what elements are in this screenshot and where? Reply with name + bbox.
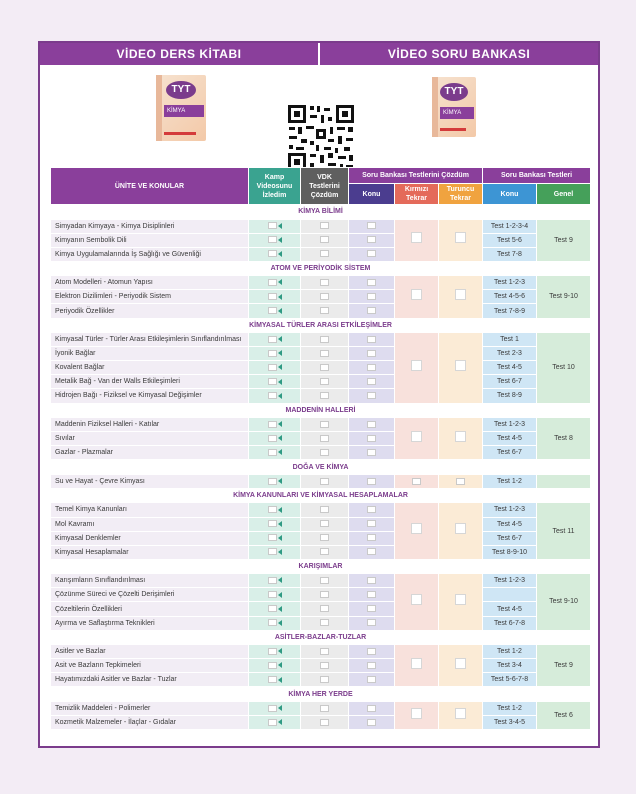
video-icon	[278, 251, 282, 257]
kamp-checkbox[interactable]	[268, 577, 277, 584]
topic-row	[51, 290, 591, 304]
video-icon	[278, 620, 282, 626]
kamp-checkbox[interactable]	[268, 279, 277, 286]
vdk-checkbox[interactable]	[320, 719, 329, 726]
video-icon	[278, 393, 282, 399]
konu-checkbox[interactable]	[367, 222, 376, 229]
genel-test-label: Test 6	[537, 701, 591, 729]
topic-label: İyonik Bağlar	[51, 347, 249, 361]
kirmizi-tekrar-checkbox[interactable]	[411, 289, 422, 300]
section-title: KİMYA BİLİMİ	[51, 205, 591, 220]
topic-row	[51, 701, 591, 715]
topic-row	[51, 389, 591, 403]
section-row	[51, 488, 591, 503]
vdk-checkbox[interactable]	[320, 520, 329, 527]
video-icon	[278, 677, 282, 683]
vdk-checkbox[interactable]	[320, 435, 329, 442]
topic-row	[51, 531, 591, 545]
kirmizi-tekrar-checkbox[interactable]	[411, 708, 422, 719]
topic-row	[51, 219, 591, 233]
test-label: Test 1-2-3	[483, 574, 537, 588]
topic-label: Gazlar - Plazmalar	[51, 446, 249, 460]
section-title: KİMYASAL TÜRLER ARASI ETKİLEŞİMLER	[51, 318, 591, 333]
topic-label: Asit ve Bazların Tepkimeleri	[51, 659, 249, 673]
turuncu-tekrar-checkbox[interactable]	[455, 289, 466, 300]
kamp-checkbox[interactable]	[268, 605, 277, 612]
genel-test-label	[537, 474, 591, 488]
test-label: Test 8-9-10	[483, 545, 537, 559]
topic-row	[51, 347, 591, 361]
topic-row	[51, 361, 591, 375]
konu-checkbox[interactable]	[367, 577, 376, 584]
vdk-checkbox[interactable]	[320, 676, 329, 683]
topic-row	[51, 602, 591, 616]
test-label: Test 7-8	[483, 247, 537, 261]
test-label: Test 3-4-5	[483, 716, 537, 730]
topic-label: Kovalent Bağlar	[51, 361, 249, 375]
topic-row	[51, 645, 591, 659]
konu-checkbox[interactable]	[367, 705, 376, 712]
genel-test-label: Test 9	[537, 645, 591, 687]
section-row	[51, 687, 591, 702]
video-icon	[278, 521, 282, 527]
topic-row	[51, 616, 591, 630]
turuncu-tekrar-checkbox[interactable]	[455, 708, 466, 719]
kamp-checkbox[interactable]	[268, 662, 277, 669]
test-label: Test 6-7-8	[483, 616, 537, 630]
topic-label: Metalik Bağ - Van der Walls Etkileşimleri	[51, 375, 249, 389]
topic-label: Su ve Hayat - Çevre Kimyası	[51, 474, 249, 488]
section-row	[51, 261, 591, 276]
tests-konu-header: Konu	[483, 184, 537, 205]
video-icon	[278, 507, 282, 513]
konu-checkbox[interactable]	[367, 478, 376, 485]
vdk-checkbox[interactable]	[320, 279, 329, 286]
topic-row	[51, 418, 591, 432]
genel-test-label: Test 9-10	[537, 276, 591, 318]
turuncu-tekrar-checkbox[interactable]	[455, 594, 466, 605]
tyt-badge: TYT	[440, 83, 468, 101]
topic-label: Simyadan Kimyaya - Kimya Disiplinleri	[51, 219, 249, 233]
checklist-card	[38, 41, 600, 748]
topic-label: Karışımların Sınıflandırılması	[51, 574, 249, 588]
konu-checkbox[interactable]	[367, 449, 376, 456]
section-title: KİMYA KANUNLARI VE KİMYASAL HESAPLAMALAR	[51, 488, 591, 503]
turuncu-tekrar-header: Turuncu Tekrar	[439, 184, 483, 205]
section-title: ASİTLER-BAZLAR-TUZLAR	[51, 630, 591, 645]
konu-checkbox[interactable]	[367, 648, 376, 655]
konu-checkbox[interactable]	[367, 378, 376, 385]
video-icon	[278, 350, 282, 356]
test-label: Test 4-5	[483, 361, 537, 375]
kamp-checkbox[interactable]	[268, 421, 277, 428]
soru-bankasi-group-header: Soru Bankası Testlerini Çözdüm	[349, 168, 483, 184]
video-icon	[278, 549, 282, 555]
checklist-table	[50, 167, 591, 730]
topic-row	[51, 588, 591, 602]
vdk-checkbox[interactable]	[320, 662, 329, 669]
test-label: Test 1-2	[483, 645, 537, 659]
section-title: KARIŞIMLAR	[51, 559, 591, 574]
kamp-checkbox[interactable]	[268, 719, 277, 726]
video-icon	[278, 364, 282, 370]
vdk-checkbox[interactable]	[320, 307, 329, 314]
test-label: Test 1-2-3	[483, 276, 537, 290]
topic-label: Ayırma ve Saflaştırma Teknikleri	[51, 616, 249, 630]
topic-label: Hayatımızdaki Asitler ve Bazlar - Tuzlar	[51, 673, 249, 687]
vdk-checkbox[interactable]	[320, 506, 329, 513]
turuncu-tekrar-checkbox[interactable]	[455, 232, 466, 243]
test-label: Test 7-8-9	[483, 304, 537, 318]
kirmizi-tekrar-checkbox[interactable]	[411, 232, 422, 243]
topic-row	[51, 446, 591, 460]
video-icon	[278, 719, 282, 725]
vdk-checkbox[interactable]	[320, 605, 329, 612]
turuncu-tekrar-checkbox[interactable]	[455, 360, 466, 371]
topic-row	[51, 574, 591, 588]
kirmizi-tekrar-checkbox[interactable]	[411, 523, 422, 534]
turuncu-tekrar-checkbox[interactable]	[455, 523, 466, 534]
topic-row	[51, 517, 591, 531]
kamp-checkbox[interactable]	[268, 364, 277, 371]
checklist-body	[51, 205, 591, 730]
topic-header: ÜNİTE VE KONULAR	[51, 168, 249, 205]
vdk-checkbox[interactable]	[320, 449, 329, 456]
qr-code[interactable]	[286, 103, 356, 173]
test-label: Test 6-7	[483, 531, 537, 545]
genel-test-label: Test 9-10	[537, 574, 591, 630]
video-icon	[278, 577, 282, 583]
topic-row	[51, 545, 591, 559]
tests-genel-header: Genel	[537, 184, 591, 205]
topic-row	[51, 233, 591, 247]
topic-row	[51, 333, 591, 347]
test-label: Test 1-2-3	[483, 418, 537, 432]
kamp-checkbox[interactable]	[268, 478, 277, 485]
kamp-checkbox[interactable]	[268, 548, 277, 555]
konu-checkbox[interactable]	[367, 506, 376, 513]
topic-label: Temel Kimya Kanunları	[51, 503, 249, 517]
konu-checkbox[interactable]	[367, 250, 376, 257]
section-title: DOĞA VE KİMYA	[51, 460, 591, 475]
video-icon	[278, 237, 282, 243]
topic-label: Atom Modelleri - Atomun Yapısı	[51, 276, 249, 290]
vdk-checkbox[interactable]	[320, 364, 329, 371]
topic-label: Çözeltilerin Özellikleri	[51, 602, 249, 616]
kamp-checkbox[interactable]	[268, 506, 277, 513]
kamp-checkbox[interactable]	[268, 378, 277, 385]
tyt-badge: TYT	[166, 81, 196, 99]
kamp-checkbox[interactable]	[268, 336, 277, 343]
topic-label: Temizlik Maddeleri - Polimerler	[51, 701, 249, 715]
topic-label: Kozmetik Malzemeler - İlaçlar - Gıdalar	[51, 716, 249, 730]
video-soru-bankasi-cover	[432, 77, 476, 137]
kamp-checkbox[interactable]	[268, 435, 277, 442]
vdk-checkbox[interactable]	[320, 222, 329, 229]
kamp-checkbox[interactable]	[268, 449, 277, 456]
topic-row	[51, 503, 591, 517]
test-label: Test 1-2	[483, 474, 537, 488]
topic-label: Kimyasal Hesaplamalar	[51, 545, 249, 559]
konu-checkbox[interactable]	[367, 307, 376, 314]
vdk-checkbox[interactable]	[320, 534, 329, 541]
vdk-checkbox[interactable]	[320, 478, 329, 485]
vdk-checkbox[interactable]	[320, 648, 329, 655]
topic-row	[51, 375, 591, 389]
test-label: Test 3-4	[483, 659, 537, 673]
test-label: Test 4-5	[483, 432, 537, 446]
topic-label: Periyodik Özellikler	[51, 304, 249, 318]
video-icon	[278, 279, 282, 285]
video-icon	[278, 449, 282, 455]
konu-checkbox[interactable]	[367, 364, 376, 371]
vdk-checkbox[interactable]	[320, 548, 329, 555]
konu-checkbox[interactable]	[367, 619, 376, 626]
kirmizi-tekrar-checkbox[interactable]	[411, 360, 422, 371]
section-title: KİMYA HER YERDE	[51, 687, 591, 702]
topic-label: Asitler ve Bazlar	[51, 645, 249, 659]
kamp-checkbox[interactable]	[268, 392, 277, 399]
vdk-checkbox[interactable]	[320, 705, 329, 712]
test-label: Test 1-2-3-4	[483, 219, 537, 233]
test-label: Test 6-7	[483, 375, 537, 389]
kirmizi-tekrar-checkbox[interactable]	[411, 658, 422, 669]
video-icon	[278, 606, 282, 612]
topic-row	[51, 276, 591, 290]
konu-checkbox[interactable]	[367, 435, 376, 442]
video-icon	[278, 421, 282, 427]
section-row	[51, 403, 591, 418]
kirmizi-tekrar-header: Kırmızı Tekrar	[395, 184, 439, 205]
book-subject: KİMYA	[440, 107, 474, 119]
video-ders-kitabi-title: VİDEO DERS KİTABI	[40, 43, 320, 65]
vdk-checkbox[interactable]	[320, 392, 329, 399]
kamp-checkbox[interactable]	[268, 619, 277, 626]
vdk-checkbox[interactable]	[320, 378, 329, 385]
vdk-checkbox[interactable]	[320, 421, 329, 428]
konu-checkbox[interactable]	[367, 236, 376, 243]
topic-row	[51, 716, 591, 730]
video-icon	[278, 379, 282, 385]
turuncu-tekrar-checkbox[interactable]	[456, 478, 465, 485]
test-label: Test 2-3	[483, 347, 537, 361]
konu-checkbox[interactable]	[367, 719, 376, 726]
vdk-checkbox[interactable]	[320, 619, 329, 626]
kamp-checkbox[interactable]	[268, 350, 277, 357]
test-label: Test 5-6-7-8	[483, 673, 537, 687]
topic-label: Kimyanın Sembolik Dili	[51, 233, 249, 247]
test-label: Test 1	[483, 333, 537, 347]
section-row	[51, 559, 591, 574]
konu-checkbox[interactable]	[367, 520, 376, 527]
kamp-checkbox[interactable]	[268, 520, 277, 527]
vdk-checkbox[interactable]	[320, 293, 329, 300]
video-icon	[278, 294, 282, 300]
kamp-checkbox[interactable]	[268, 705, 277, 712]
topic-label: Kimyasal Türler - Türler Arası Etkileşimlerin Sınıflandırılması	[51, 333, 249, 347]
test-label: Test 1-2-3	[483, 503, 537, 517]
kamp-checkbox[interactable]	[268, 648, 277, 655]
video-icon	[278, 592, 282, 598]
konu-checkbox[interactable]	[367, 392, 376, 399]
topic-label: Mol Kavramı	[51, 517, 249, 531]
vdk-checkbox[interactable]	[320, 250, 329, 257]
video-icon	[278, 705, 282, 711]
book-subject: KİMYA	[164, 105, 204, 117]
section-row	[51, 630, 591, 645]
vdk-checkbox[interactable]	[320, 577, 329, 584]
topic-row	[51, 474, 591, 488]
section-title: MADDENİN HALLERİ	[51, 403, 591, 418]
turuncu-tekrar-checkbox[interactable]	[455, 431, 466, 442]
video-ders-kitabi-cover	[156, 75, 206, 141]
tests-group-header: Soru Bankası Testleri	[483, 168, 591, 184]
topic-label: Elektron Dizilimleri - Periyodik Sistem	[51, 290, 249, 304]
section-row	[51, 318, 591, 333]
kamp-checkbox[interactable]	[268, 534, 277, 541]
test-label	[483, 588, 537, 602]
konu-checkbox[interactable]	[367, 548, 376, 555]
video-icon	[278, 308, 282, 314]
konu-header: Konu	[349, 184, 395, 205]
video-soru-bankasi-title: VİDEO SORU BANKASI	[387, 47, 531, 61]
vdk-checkbox[interactable]	[320, 236, 329, 243]
konu-checkbox[interactable]	[367, 662, 376, 669]
topic-row	[51, 247, 591, 261]
topic-row	[51, 432, 591, 446]
konu-checkbox[interactable]	[367, 421, 376, 428]
topic-label: Sıvılar	[51, 432, 249, 446]
vdk-header: VDK Testlerini Çözdüm	[301, 168, 349, 205]
test-label: Test 4-5-6	[483, 290, 537, 304]
topic-label: Kimya Uygulamalarında İş Sağlığı ve Güvenliği	[51, 247, 249, 261]
konu-checkbox[interactable]	[367, 293, 376, 300]
genel-test-label: Test 8	[537, 418, 591, 460]
konu-checkbox[interactable]	[367, 605, 376, 612]
kirmizi-tekrar-checkbox[interactable]	[411, 594, 422, 605]
kamp-checkbox[interactable]	[268, 591, 277, 598]
genel-test-label: Test 9	[537, 219, 591, 261]
video-icon	[278, 478, 282, 484]
video-icon	[278, 435, 282, 441]
topic-label: Maddenin Fiziksel Halleri - Katılar	[51, 418, 249, 432]
test-label: Test 6-7	[483, 446, 537, 460]
video-icon	[278, 336, 282, 342]
test-label: Test 5-6	[483, 233, 537, 247]
konu-checkbox[interactable]	[367, 279, 376, 286]
title-bar	[40, 43, 598, 65]
topic-row	[51, 659, 591, 673]
genel-test-label: Test 10	[537, 333, 591, 403]
konu-checkbox[interactable]	[367, 591, 376, 598]
kamp-header: Kamp Videosunu İzledim	[249, 168, 301, 205]
topic-label: Hidrojen Bağı - Fiziksel ve Kimyasal Değişimler	[51, 389, 249, 403]
section-row	[51, 460, 591, 475]
kamp-checkbox[interactable]	[268, 293, 277, 300]
video-icon	[278, 648, 282, 654]
vdk-checkbox[interactable]	[320, 350, 329, 357]
section-title: ATOM VE PERİYODİK SİSTEM	[51, 261, 591, 276]
test-label: Test 1-2	[483, 701, 537, 715]
genel-test-label: Test 11	[537, 503, 591, 559]
kamp-checkbox[interactable]	[268, 250, 277, 257]
konu-checkbox[interactable]	[367, 336, 376, 343]
kamp-checkbox[interactable]	[268, 236, 277, 243]
video-icon	[278, 535, 282, 541]
covers-area	[40, 65, 598, 169]
kirmizi-tekrar-checkbox[interactable]	[411, 431, 422, 442]
topic-row	[51, 673, 591, 687]
test-label: Test 8-9	[483, 389, 537, 403]
video-icon	[278, 662, 282, 668]
topic-checklist	[50, 167, 590, 730]
turuncu-tekrar-checkbox[interactable]	[455, 658, 466, 669]
kamp-checkbox[interactable]	[268, 222, 277, 229]
topic-label: Çözünme Süreci ve Çözelti Derişimleri	[51, 588, 249, 602]
test-label: Test 4-5	[483, 602, 537, 616]
konu-checkbox[interactable]	[367, 676, 376, 683]
test-label: Test 4-5	[483, 517, 537, 531]
section-row	[51, 205, 591, 220]
topic-row	[51, 304, 591, 318]
video-icon	[278, 223, 282, 229]
konu-checkbox[interactable]	[367, 534, 376, 541]
vdk-checkbox[interactable]	[320, 591, 329, 598]
konu-checkbox[interactable]	[367, 350, 376, 357]
kamp-checkbox[interactable]	[268, 307, 277, 314]
kirmizi-tekrar-checkbox[interactable]	[412, 478, 421, 485]
kamp-checkbox[interactable]	[268, 676, 277, 683]
topic-label: Kimyasal Denklemler	[51, 531, 249, 545]
vdk-checkbox[interactable]	[320, 336, 329, 343]
